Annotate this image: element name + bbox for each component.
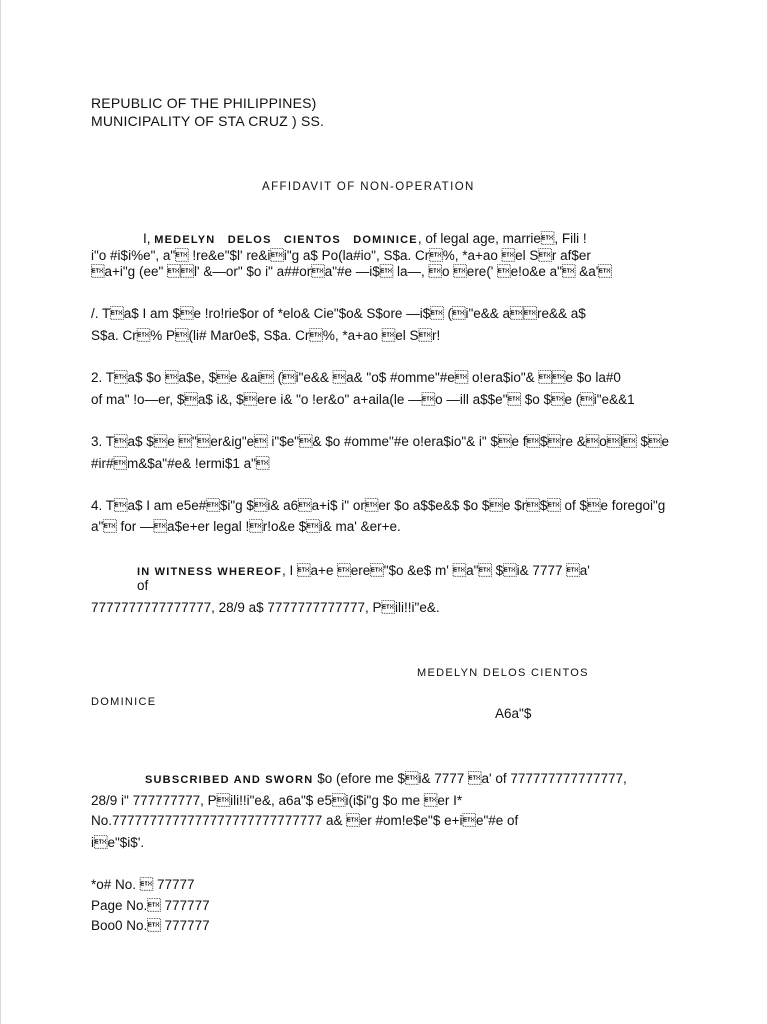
subscribed-line-1 <box>145 771 627 788</box>
intro-line-3: a+i"g (ee" l' &—or" $o i" a##ora"#e —i$ la—, o ere(' e!o&e a" &a' <box>91 264 612 279</box>
witness-line-2: of <box>137 578 149 593</box>
item-3-line-1: 3. Ta$ $e "er&ig"e i"$e"& $o #omme"#e o!era$io"& i" $e f$re &ol $e <box>91 434 670 449</box>
intro-line-2: i"o #i$i%e", a" !re&e"$l' re&ii"g a$ Po(la#io", S$a. Cr%, *a+ao el Sr af$er <box>91 248 591 263</box>
witness-line-1 <box>137 563 590 580</box>
subscribed-line-4: ie"$i$'. <box>91 835 145 850</box>
signature-name-continued: DOMINICE <box>91 696 157 708</box>
intro-lead: I, <box>143 231 151 246</box>
header-municipality: MUNICIPALITY OF STA CRUZ ) SS. <box>91 113 325 129</box>
item-2-line-1: 2. Ta$ $o a$e, $e &ai (i"e&& a& "o$ #omme"#e o!era$io"& e $o la#0 <box>91 370 621 385</box>
item-1-line-2: S$a. Cr% P(li# Mar0e$, S$a. Cr%, *a+ao el Sr! <box>91 328 441 343</box>
signature-role: A6a"$ <box>495 706 532 721</box>
witness-rest: , I a+e ere"$o &e$ m' a" $i& 7777 a' <box>282 563 590 578</box>
subscribed-line-2: 28/9 i" 777777777, Pili!!i"e&, a6a"$ e5i(i$i"g $o me er I* <box>91 793 463 808</box>
subscribed-line-3: No.7777777777777777777777777777 a& er #om!e$e"$ e+ie"#e of <box>91 813 519 828</box>
witness-line-3: 7777777777777777, 28/9 a$ 7777777777777, Pili!!i"e&. <box>91 600 440 615</box>
document-title: AFFIDAVIT OF NON-OPERATION <box>262 181 475 193</box>
witness-label: IN WITNESS WHEREOF <box>137 566 283 578</box>
subscribed-rest: $o (efore me $i& 7777 a' of 777777777777777, <box>313 771 627 786</box>
intro-line-1 <box>143 231 587 248</box>
signature-name: MEDELYN DELOS CIENTOS <box>417 667 589 679</box>
item-2-line-2: of ma" !o—er, $a$ i&, $ere i& "o !er&o" a+aila(le —o —ill a$$e" $o $e (i"e&&1 <box>91 392 635 407</box>
item-3-line-2: #ir#m&$a"#e& !ermi$1 a" <box>91 456 270 471</box>
notary-page-no: Page No. 777777 <box>91 898 210 913</box>
affiant-name: MEDELYN DELOS CIENTOS DOMINICE <box>154 234 418 246</box>
notary-doc-no: *o# No.  77777 <box>91 877 195 892</box>
intro-rest: , of legal age, marrie, Fili ! <box>417 231 587 246</box>
subscribed-label: SUBSCRIBED AND SWORN <box>145 774 314 786</box>
item-1-line-1: /. Ta$ I am $e !ro!rie$or of *elo& Cie"$o& S$ore —i$ (i"e&& are&& a$ <box>91 306 586 321</box>
notary-book-no: Boo0 No. 777777 <box>91 918 210 933</box>
item-4-line-2: a" for —a$e+er legal !r!o&e $i& ma' &er+e. <box>91 519 401 534</box>
header-republic: REPUBLIC OF THE PHILIPPINES) <box>91 95 317 111</box>
item-4-line-1: 4. Ta$ I am e5e#$i"g $i& a6a+i$ i" orer $o a$$e&$ $o $e $r$ of $e foregoi"g <box>91 498 666 513</box>
